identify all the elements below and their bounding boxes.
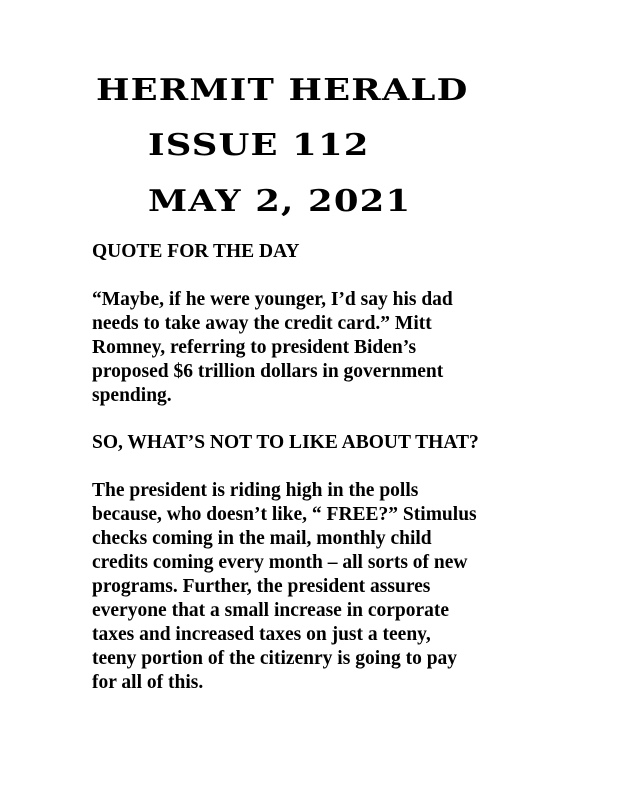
article-line: credits coming every month – all sorts of new — [92, 552, 468, 573]
quote-line: needs to take away the credit card.” Mitt — [92, 313, 432, 334]
article-line: teeny portion of the citizenry is going to pay — [92, 648, 458, 669]
quote-heading: QUOTE FOR THE DAY — [92, 241, 300, 262]
quote-line: Romney, referring to president Biden’s — [92, 337, 417, 358]
article-line: checks coming in the mail, monthly child — [92, 528, 432, 549]
article-line: taxes and increased taxes on just a teeny, — [92, 624, 431, 645]
article-heading: SO, WHAT’S NOT TO LIKE ABOUT THAT? — [92, 432, 479, 453]
article-line: everyone that a small increase in corporate — [92, 600, 450, 621]
quote-line: spending. — [92, 385, 172, 406]
quote-line: proposed $6 trillion dollars in government — [92, 361, 444, 382]
issue-number: ISSUE 112 — [148, 128, 370, 163]
article-line: programs. Further, the president assures — [92, 576, 431, 597]
newsletter-title: HERMIT HERALD — [96, 73, 469, 108]
quote-paragraph — [92, 288, 552, 408]
article-line: for all of this. — [92, 672, 204, 693]
quote-line: “Maybe, if he were younger, I’d say his dad — [92, 289, 453, 310]
article-paragraph — [92, 479, 552, 695]
article-line: The president is riding high in the polls — [92, 480, 419, 501]
issue-date: MAY 2, 2021 — [148, 184, 412, 219]
article-line: because, who doesn’t like, “ FREE?” Stimulus — [92, 504, 477, 525]
